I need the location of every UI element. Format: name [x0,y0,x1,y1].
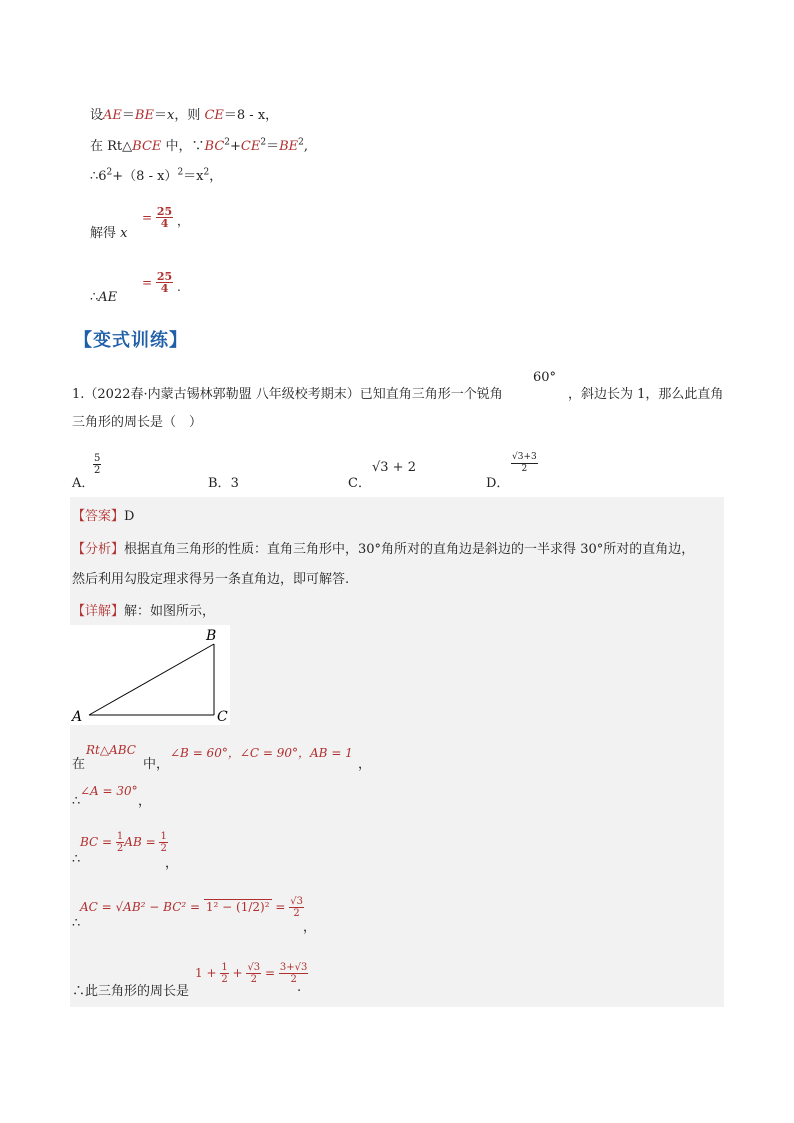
answer-tag: 【答案】 [72,509,125,524]
numerator: √3+3 [512,452,537,462]
exponent: 2 [224,137,231,148]
text: ＝8 - x， [223,108,279,123]
fraction-25-4 [142,206,189,229]
step-5-pre: ∴此三角形的周长是 [72,984,190,999]
numerator: 1 [160,831,167,842]
fraction-25-4 [142,271,181,294]
question-line-2: 三角形的周长是（ ） [72,415,203,430]
option-label: C． [348,476,371,491]
option-d-fraction [511,452,538,475]
equals: = [142,210,153,225]
denominator: 2 [94,465,101,476]
solution-line-5 [90,290,117,305]
question-line-1 [72,383,503,402]
text: , [303,139,309,154]
denominator: 2 [290,974,297,985]
step-3-expr [80,831,168,854]
numerator: 1 [221,962,228,973]
denominator: 2 [250,974,257,985]
text: ∴6 [90,169,107,184]
numerator: 25 [156,205,173,218]
step-2-pre: ∴ [72,794,81,809]
option-label: D． [486,476,510,491]
text: ∴ [90,290,99,305]
plus: + [232,966,243,980]
solution-line-3 [90,165,222,184]
step-3-end: ， [165,856,179,871]
step-5-expr [195,962,308,985]
analysis-tag: 【分析】 [72,542,125,557]
var-ae: AE [103,108,122,123]
fraction [159,831,167,854]
radical [204,899,272,914]
vertex-a-label: A [72,709,83,725]
equals: = [275,900,286,914]
detail-text: 解：如图所示， [124,604,216,619]
option-c-value: √3 + 2 [372,460,416,475]
var-x: x [120,226,128,241]
step-5-end: . [297,980,302,995]
detail-line [72,600,215,619]
option-label: A． [72,476,95,491]
vertex-c-label: C [217,709,228,725]
exponent: 2 [106,167,113,178]
step-2-end: ， [138,794,152,809]
lhs: AC = √AB² − BC² = [80,900,201,914]
triangle-name: BCE [132,139,162,154]
denominator: 2 [116,843,124,854]
solution-line-1 [90,104,278,123]
text: ＝ [121,108,135,123]
numerator: 3+√3 [279,962,308,973]
option-label: B． [208,476,231,491]
text: + [230,139,241,154]
exponent: 2 [260,137,267,148]
fraction [279,962,308,985]
numerator: √3 [247,962,261,973]
denominator: 2 [160,843,167,854]
step-1-conditions: ∠B = 60°，∠C = 90°，AB = 1 [170,746,353,760]
term: 1 + [195,966,217,980]
numerator: 5 [94,453,101,464]
exponent: 2 [177,167,184,178]
text: 中，∵ [161,139,205,154]
step-1-pre: 在 [72,757,86,772]
lhs: BC = [80,835,113,849]
text: ，则 [174,108,205,123]
numerator: √3 [290,896,303,907]
step-4-expr [80,896,304,919]
exponent: 2 [298,137,304,148]
option-value: 3 [230,476,239,491]
answer-value: D [124,509,135,524]
text: . [177,280,181,294]
option-c[interactable] [348,472,371,491]
angle-60: 60° [533,370,557,385]
text: 设 [90,108,104,123]
step-4-pre: ∴ [72,916,81,931]
var-ce: CE [204,108,224,123]
radicand: 1² − (1/2)² [205,900,270,914]
denominator: 2 [221,974,228,985]
fraction [220,962,228,985]
text: 解得 [90,226,121,241]
step-1-end: ， [358,757,372,772]
section-heading: 【变式训练】 [74,330,188,351]
text: 在 Rt△ [90,139,133,154]
fraction [246,962,261,985]
option-a-fraction [93,453,101,476]
equals: = [265,966,276,980]
option-b[interactable] [208,472,239,491]
fraction [156,206,173,229]
exponent: 2 [203,167,210,178]
vertex-b-label: B [206,628,217,644]
var-bc: BC [204,139,225,154]
question-text: 1.（2022春·内蒙古锡林郭勒盟 八年级校考期末）已知直角三角形一个锐角 [72,387,503,402]
text: +（8 - x） [112,169,178,184]
var-ce: CE [240,139,261,154]
numerator: 25 [156,270,173,283]
numerator: 1 [116,831,124,842]
detail-tag: 【详解】 [72,604,125,619]
option-a[interactable] [72,472,94,491]
analysis-line-1 [72,538,694,557]
option-d[interactable] [486,472,509,491]
equals: = [142,275,153,290]
denominator: 4 [160,217,169,230]
text: ， [177,214,190,228]
text: ＝ [266,139,280,154]
answer-line [72,505,134,524]
denominator: 4 [160,282,169,295]
triangle-figure [70,625,230,725]
solution-line-2 [90,135,308,154]
var-be: BE [279,139,299,154]
analysis-text: 根据直角三角形的性质：直角三角形中，30°角所对的直角边是斜边的一半求得 30°所对的直角边， [124,542,695,557]
text: ＝x [183,169,204,184]
mid: AB = [124,835,156,849]
denominator: 2 [293,908,300,919]
var-ae: AE [98,290,118,305]
step-1-triangle: Rt△ABC [86,743,136,757]
fraction [289,896,304,919]
var-x: x [166,108,175,123]
var-be: BE [134,108,154,123]
step-4-end: ， [303,920,317,935]
step-3-pre: ∴ [72,852,81,867]
step-2-expr: ∠A = 30° [80,784,138,798]
text: ＝ [153,108,167,123]
denominator: 2 [521,464,528,474]
solution-line-4 [90,222,127,241]
question-line-1b: ，斜边长为 1，那么此直角 [568,387,724,402]
text: ， [209,169,223,184]
step-1-mid: 中， [143,757,170,772]
fraction [156,271,173,294]
analysis-line-2: 然后利用勾股定理求得另一条直角边，即可解答. [72,572,350,587]
